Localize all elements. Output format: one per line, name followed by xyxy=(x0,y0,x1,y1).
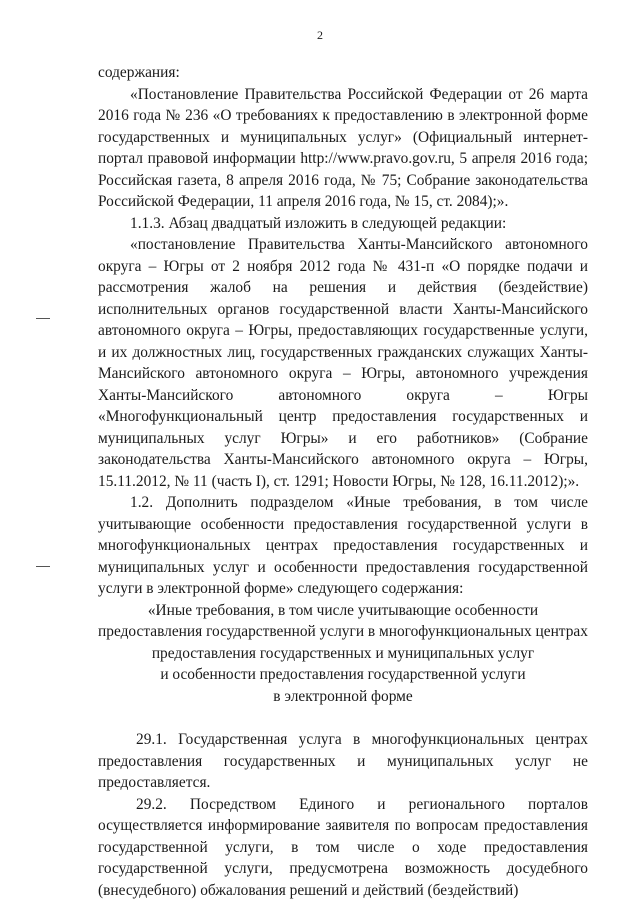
paragraph-29-2: 29.2. Посредством Единого и регионального порталов осуществляется информирование заявителя по вопросам предоставления государственной услуги, в том числе о ходе предоставления государственной услуги, предусмотрена возможность досудебного (внесудебного) обжалования решений и действий (бездействий) xyxy=(98,795,588,899)
page-number: 2 xyxy=(317,28,323,42)
document-body xyxy=(98,62,588,901)
paragraph-citation-1: «Постановление Правительства Российской Федерации от 26 марта 2016 года № 236 «О требованиях к предоставлению в электронной форме государственных и муниципальных услуг» (Официальный интернет-портал правовой информации http://www.pravo.gov.ru, 5 апреля 2016 года; Российская газета, 8 апреля 2016 года, № 75; Собрание законодательства Российской Федерации, 11 апреля 2016 года, № 15, ст. 2084);». xyxy=(98,85,588,210)
margin-mark xyxy=(36,566,50,567)
section-heading xyxy=(98,600,588,708)
paragraph-29-1: 29.1. Государственная услуга в многофункциональных центрах предоставления государственных и муниципальных услуг не предоставляется. xyxy=(98,731,588,791)
heading-line: предоставления государственной услуги в многофункциональных центрах xyxy=(98,623,588,640)
paragraph-1-1-3: 1.1.3. Абзац двадцатый изложить в следующей редакции: xyxy=(130,214,507,232)
paragraph-citation-2: «постановление Правительства Ханты-Мансийского автономного округа – Югры от 2 ноября 2012 года № 431-п «О порядке подачи и рассмотрения жалоб на решения и действия (бездействие) исполнительных органов государственной власти Ханты-Мансийского автономного округа – Югры, предоставляющих государственные услуги, и их должностных лиц, государственных гражданских служащих Ханты-Мансийского автономного округа – Югры, автономного учреждения Ханты-Мансийского автономного округа – Югры «Многофункциональный центр предоставления государственных и муниципальных услуг Югры» и его работников» (Собрание законодательства Ханты-Мансийского автономного округа – Югры, 15.11.2012, № 11 (часть I), ст. 1291; Новости Югры, № 128, 16.11.2012);». xyxy=(98,236,588,490)
margin-mark xyxy=(36,318,50,319)
paragraph-1-2: 1.2. Дополнить подразделом «Иные требования, в том числе учитывающие особенности предоставления государственной услуги в многофункциональных центрах предоставления государственных и муниципальных услуг и особенности предоставления государственной услуги в электронной форме» следующего содержания: xyxy=(98,494,588,597)
heading-line: и особенности предоставления государственной услуги xyxy=(160,666,526,683)
heading-line: предоставления государственных и муниципальных услуг xyxy=(151,644,535,662)
heading-line: в электронной форме xyxy=(273,687,413,705)
paragraph-intro: содержания: xyxy=(98,64,180,81)
heading-line: «Иные требования, в том числе учитывающие особенности xyxy=(147,601,539,619)
